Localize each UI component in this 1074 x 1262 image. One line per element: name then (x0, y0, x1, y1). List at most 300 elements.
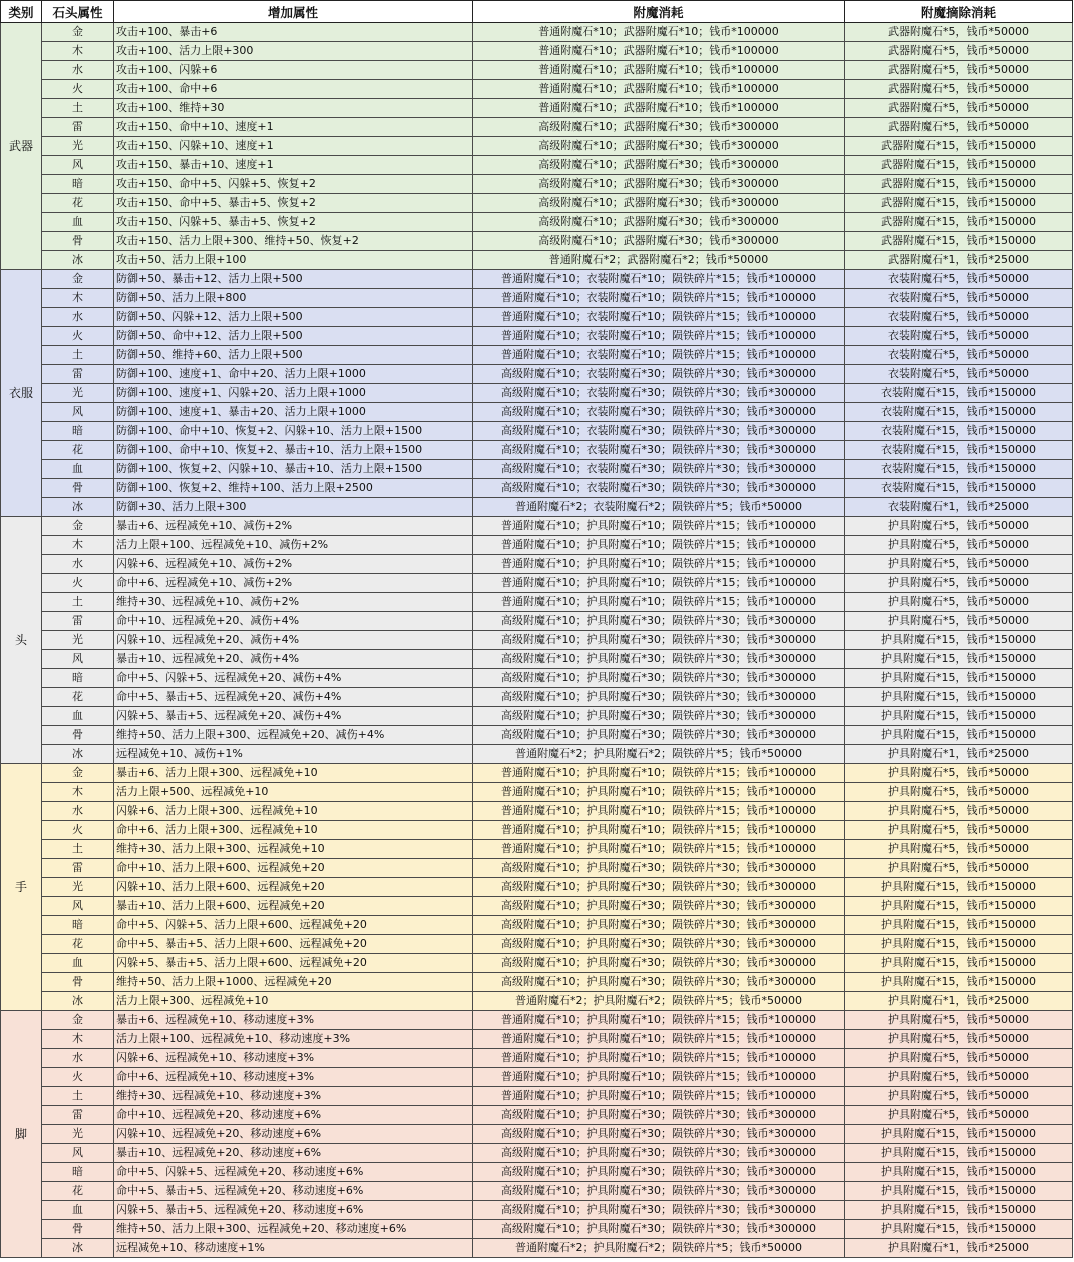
cost-cell: 高级附魔石*10；护具附魔石*30；陨铁碎片*30；钱币*300000 (473, 688, 845, 707)
rem-cell: 护具附魔石*15，钱币*150000 (845, 1125, 1073, 1144)
stone-cell: 风 (42, 403, 114, 422)
stone-cell: 木 (42, 536, 114, 555)
header-stone: 石头属性 (42, 1, 114, 23)
stone-cell: 雷 (42, 365, 114, 384)
table-row (1, 213, 1073, 232)
attr-cell: 暴击+10、远程减免+20、减伤+4% (114, 650, 473, 669)
table-row (1, 954, 1073, 973)
attr-cell: 攻击+150、命中+5、闪躲+5、恢复+2 (114, 175, 473, 194)
cost-cell: 高级附魔石*10；武器附魔石*30；钱币*300000 (473, 118, 845, 137)
category-cell: 衣服 (1, 270, 42, 517)
stone-cell: 暗 (42, 422, 114, 441)
attr-cell: 防御+50、维持+60、活力上限+500 (114, 346, 473, 365)
stone-cell: 光 (42, 1125, 114, 1144)
stone-cell: 土 (42, 99, 114, 118)
attr-cell: 闪躲+10、活力上限+600、远程减免+20 (114, 878, 473, 897)
cost-cell: 普通附魔石*10；护具附魔石*10；陨铁碎片*15；钱币*100000 (473, 1030, 845, 1049)
table-row (1, 80, 1073, 99)
rem-cell: 护具附魔石*5，钱币*50000 (845, 1106, 1073, 1125)
header-row (1, 1, 1073, 23)
attr-cell: 攻击+100、维持+30 (114, 99, 473, 118)
stone-cell: 金 (42, 1011, 114, 1030)
cost-cell: 高级附魔石*10；护具附魔石*30；陨铁碎片*30；钱币*300000 (473, 1220, 845, 1239)
attr-cell: 攻击+150、活力上限+300、维持+50、恢复+2 (114, 232, 473, 251)
category-cell: 手 (1, 764, 42, 1011)
table-row (1, 783, 1073, 802)
rem-cell: 护具附魔石*15，钱币*150000 (845, 1144, 1073, 1163)
attr-cell: 攻击+100、暴击+6 (114, 23, 473, 42)
attr-cell: 防御+50、命中+12、活力上限+500 (114, 327, 473, 346)
rem-cell: 护具附魔石*5，钱币*50000 (845, 783, 1073, 802)
cost-cell: 高级附魔石*10；护具附魔石*30；陨铁碎片*30；钱币*300000 (473, 973, 845, 992)
cost-cell: 普通附魔石*2；护具附魔石*2；陨铁碎片*5；钱币*50000 (473, 992, 845, 1011)
rem-cell: 护具附魔石*5，钱币*50000 (845, 1087, 1073, 1106)
stone-cell: 暗 (42, 916, 114, 935)
attr-cell: 闪躲+6、活力上限+300、远程减免+10 (114, 802, 473, 821)
stone-cell: 血 (42, 460, 114, 479)
rem-cell: 护具附魔石*15，钱币*150000 (845, 954, 1073, 973)
rem-cell: 武器附魔石*5，钱币*50000 (845, 80, 1073, 99)
attr-cell: 防御+50、活力上限+800 (114, 289, 473, 308)
cost-cell: 普通附魔石*10；衣装附魔石*10；陨铁碎片*15；钱币*100000 (473, 270, 845, 289)
stone-cell: 血 (42, 707, 114, 726)
table-row (1, 973, 1073, 992)
table-row (1, 1087, 1073, 1106)
rem-cell: 护具附魔石*5，钱币*50000 (845, 802, 1073, 821)
table-row (1, 498, 1073, 517)
table-row (1, 612, 1073, 631)
cost-cell: 普通附魔石*10；护具附魔石*10；陨铁碎片*15；钱币*100000 (473, 764, 845, 783)
stone-cell: 冰 (42, 992, 114, 1011)
table-row (1, 156, 1073, 175)
attr-cell: 暴击+10、远程减免+20、移动速度+6% (114, 1144, 473, 1163)
cost-cell: 高级附魔石*10；护具附魔石*30；陨铁碎片*30；钱币*300000 (473, 631, 845, 650)
header-remove: 附魔摘除消耗 (845, 1, 1073, 23)
table-row (1, 384, 1073, 403)
stone-cell: 光 (42, 137, 114, 156)
attr-cell: 闪躲+6、远程减免+10、移动速度+3% (114, 1049, 473, 1068)
table-row (1, 821, 1073, 840)
table-row (1, 1239, 1073, 1258)
attr-cell: 防御+30、活力上限+300 (114, 498, 473, 517)
stone-cell: 花 (42, 1182, 114, 1201)
table-row (1, 137, 1073, 156)
stone-cell: 土 (42, 1087, 114, 1106)
rem-cell: 衣装附魔石*5，钱币*50000 (845, 289, 1073, 308)
table-row (1, 1144, 1073, 1163)
rem-cell: 衣装附魔石*5，钱币*50000 (845, 365, 1073, 384)
category-cell: 武器 (1, 23, 42, 270)
rem-cell: 护具附魔石*5，钱币*50000 (845, 593, 1073, 612)
stone-cell: 火 (42, 80, 114, 99)
table-row (1, 916, 1073, 935)
cost-cell: 普通附魔石*2；武器附魔石*2；钱币*50000 (473, 251, 845, 270)
cost-cell: 普通附魔石*10；护具附魔石*10；陨铁碎片*15；钱币*100000 (473, 517, 845, 536)
table-row (1, 764, 1073, 783)
cost-cell: 普通附魔石*10；护具附魔石*10；陨铁碎片*15；钱币*100000 (473, 536, 845, 555)
attr-cell: 闪躲+5、暴击+5、远程减免+20、移动速度+6% (114, 1201, 473, 1220)
stone-cell: 金 (42, 270, 114, 289)
stone-cell: 花 (42, 935, 114, 954)
attr-cell: 攻击+150、暴击+10、速度+1 (114, 156, 473, 175)
rem-cell: 武器附魔石*1，钱币*25000 (845, 251, 1073, 270)
table-row (1, 935, 1073, 954)
stone-cell: 水 (42, 555, 114, 574)
attr-cell: 命中+6、远程减免+10、移动速度+3% (114, 1068, 473, 1087)
table-row (1, 1106, 1073, 1125)
stone-cell: 金 (42, 517, 114, 536)
stone-cell: 火 (42, 1068, 114, 1087)
attr-cell: 闪躲+6、远程减免+10、减伤+2% (114, 555, 473, 574)
table-row (1, 232, 1073, 251)
stone-cell: 土 (42, 840, 114, 859)
cost-cell: 普通附魔石*10；武器附魔石*10；钱币*100000 (473, 42, 845, 61)
cost-cell: 高级附魔石*10；护具附魔石*30；陨铁碎片*30；钱币*300000 (473, 897, 845, 916)
attr-cell: 命中+5、暴击+5、远程减免+20、减伤+4% (114, 688, 473, 707)
rem-cell: 护具附魔石*5，钱币*50000 (845, 1030, 1073, 1049)
table-row (1, 1011, 1073, 1030)
rem-cell: 衣装附魔石*5，钱币*50000 (845, 327, 1073, 346)
rem-cell: 护具附魔石*15，钱币*150000 (845, 631, 1073, 650)
cost-cell: 普通附魔石*2；护具附魔石*2；陨铁碎片*5；钱币*50000 (473, 1239, 845, 1258)
rem-cell: 护具附魔石*5，钱币*50000 (845, 555, 1073, 574)
stone-cell: 金 (42, 764, 114, 783)
table-row (1, 536, 1073, 555)
table-row (1, 840, 1073, 859)
cost-cell: 普通附魔石*10；护具附魔石*10；陨铁碎片*15；钱币*100000 (473, 1011, 845, 1030)
rem-cell: 护具附魔石*15，钱币*150000 (845, 935, 1073, 954)
attr-cell: 攻击+150、闪躲+5、暴击+5、恢复+2 (114, 213, 473, 232)
rem-cell: 护具附魔石*15，钱币*150000 (845, 1182, 1073, 1201)
stone-cell: 冰 (42, 1239, 114, 1258)
attr-cell: 闪躲+5、暴击+5、活力上限+600、远程减免+20 (114, 954, 473, 973)
cost-cell: 普通附魔石*10；武器附魔石*10；钱币*100000 (473, 80, 845, 99)
stone-cell: 暗 (42, 175, 114, 194)
cost-cell: 普通附魔石*2；衣装附魔石*2；陨铁碎片*5；钱币*50000 (473, 498, 845, 517)
rem-cell: 护具附魔石*5，钱币*50000 (845, 536, 1073, 555)
rem-cell: 武器附魔石*15，钱币*150000 (845, 194, 1073, 213)
rem-cell: 护具附魔石*15，钱币*150000 (845, 1220, 1073, 1239)
attr-cell: 防御+100、命中+10、恢复+2、暴击+10、活力上限+1500 (114, 441, 473, 460)
rem-cell: 护具附魔石*5，钱币*50000 (845, 1049, 1073, 1068)
rem-cell: 衣装附魔石*15，钱币*150000 (845, 441, 1073, 460)
attr-cell: 命中+10、远程减免+20、移动速度+6% (114, 1106, 473, 1125)
cost-cell: 普通附魔石*10；护具附魔石*10；陨铁碎片*15；钱币*100000 (473, 593, 845, 612)
table-row (1, 1030, 1073, 1049)
table-row (1, 745, 1073, 764)
attr-cell: 闪躲+5、暴击+5、远程减免+20、减伤+4% (114, 707, 473, 726)
stone-cell: 冰 (42, 251, 114, 270)
stone-cell: 骨 (42, 232, 114, 251)
stone-cell: 雷 (42, 612, 114, 631)
table-row (1, 308, 1073, 327)
rem-cell: 衣装附魔石*15，钱币*150000 (845, 403, 1073, 422)
table-row (1, 1201, 1073, 1220)
stone-cell: 骨 (42, 479, 114, 498)
rem-cell: 衣装附魔石*1，钱币*25000 (845, 498, 1073, 517)
attr-cell: 远程减免+10、减伤+1% (114, 745, 473, 764)
attr-cell: 维持+30、远程减免+10、减伤+2% (114, 593, 473, 612)
rem-cell: 护具附魔石*1，钱币*25000 (845, 992, 1073, 1011)
table-row (1, 289, 1073, 308)
cost-cell: 高级附魔石*10；衣装附魔石*30；陨铁碎片*30；钱币*300000 (473, 479, 845, 498)
table-row (1, 270, 1073, 289)
attr-cell: 维持+30、远程减免+10、移动速度+3% (114, 1087, 473, 1106)
cost-cell: 高级附魔石*10；护具附魔石*30；陨铁碎片*30；钱币*300000 (473, 669, 845, 688)
cost-cell: 高级附魔石*10；护具附魔石*30；陨铁碎片*30；钱币*300000 (473, 612, 845, 631)
table-row (1, 327, 1073, 346)
attr-cell: 命中+10、远程减免+20、减伤+4% (114, 612, 473, 631)
rem-cell: 衣装附魔石*5，钱币*50000 (845, 308, 1073, 327)
rem-cell: 护具附魔石*15，钱币*150000 (845, 1163, 1073, 1182)
rem-cell: 护具附魔石*15，钱币*150000 (845, 1201, 1073, 1220)
rem-cell: 护具附魔石*1，钱币*25000 (845, 1239, 1073, 1258)
rem-cell: 护具附魔石*15，钱币*150000 (845, 688, 1073, 707)
stone-cell: 血 (42, 213, 114, 232)
cost-cell: 高级附魔石*10；护具附魔石*30；陨铁碎片*30；钱币*300000 (473, 1144, 845, 1163)
stone-cell: 光 (42, 631, 114, 650)
rem-cell: 护具附魔石*15，钱币*150000 (845, 669, 1073, 688)
cost-cell: 高级附魔石*10；衣装附魔石*30；陨铁碎片*30；钱币*300000 (473, 403, 845, 422)
attr-cell: 闪躲+10、远程减免+20、减伤+4% (114, 631, 473, 650)
table-row (1, 403, 1073, 422)
cost-cell: 普通附魔石*10；武器附魔石*10；钱币*100000 (473, 99, 845, 118)
stone-cell: 雷 (42, 1106, 114, 1125)
cost-cell: 普通附魔石*10；武器附魔石*10；钱币*100000 (473, 23, 845, 42)
cost-cell: 普通附魔石*10；衣装附魔石*10；陨铁碎片*15；钱币*100000 (473, 327, 845, 346)
cost-cell: 普通附魔石*10；武器附魔石*10；钱币*100000 (473, 61, 845, 80)
rem-cell: 护具附魔石*15，钱币*150000 (845, 726, 1073, 745)
stone-cell: 水 (42, 308, 114, 327)
cost-cell: 普通附魔石*10；护具附魔石*10；陨铁碎片*15；钱币*100000 (473, 840, 845, 859)
attr-cell: 防御+100、恢复+2、维持+100、活力上限+2500 (114, 479, 473, 498)
attr-cell: 防御+100、速度+1、暴击+20、活力上限+1000 (114, 403, 473, 422)
rem-cell: 护具附魔石*5，钱币*50000 (845, 859, 1073, 878)
rem-cell: 武器附魔石*15，钱币*150000 (845, 232, 1073, 251)
attr-cell: 攻击+150、命中+10、速度+1 (114, 118, 473, 137)
stone-cell: 暗 (42, 669, 114, 688)
attr-cell: 远程减免+10、移动速度+1% (114, 1239, 473, 1258)
attr-cell: 命中+5、闪躲+5、活力上限+600、远程减免+20 (114, 916, 473, 935)
rem-cell: 护具附魔石*5，钱币*50000 (845, 821, 1073, 840)
cost-cell: 普通附魔石*10；护具附魔石*10；陨铁碎片*15；钱币*100000 (473, 1049, 845, 1068)
stone-cell: 风 (42, 650, 114, 669)
cost-cell: 普通附魔石*10；衣装附魔石*10；陨铁碎片*15；钱币*100000 (473, 346, 845, 365)
stone-cell: 暗 (42, 1163, 114, 1182)
attr-cell: 暴击+6、远程减免+10、移动速度+3% (114, 1011, 473, 1030)
stone-cell: 骨 (42, 726, 114, 745)
table-row (1, 175, 1073, 194)
rem-cell: 护具附魔石*15，钱币*150000 (845, 878, 1073, 897)
table-row (1, 726, 1073, 745)
stone-cell: 土 (42, 346, 114, 365)
cost-cell: 高级附魔石*10；武器附魔石*30；钱币*300000 (473, 194, 845, 213)
stone-cell: 冰 (42, 498, 114, 517)
stone-cell: 火 (42, 327, 114, 346)
attr-cell: 维持+30、活力上限+300、远程减免+10 (114, 840, 473, 859)
rem-cell: 护具附魔石*15，钱币*150000 (845, 916, 1073, 935)
table-row (1, 346, 1073, 365)
table-row (1, 555, 1073, 574)
table-row (1, 878, 1073, 897)
stone-cell: 木 (42, 1030, 114, 1049)
stone-cell: 冰 (42, 745, 114, 764)
table-row (1, 99, 1073, 118)
stone-cell: 木 (42, 289, 114, 308)
rem-cell: 护具附魔石*5，钱币*50000 (845, 1011, 1073, 1030)
stone-cell: 血 (42, 1201, 114, 1220)
rem-cell: 护具附魔石*5，钱币*50000 (845, 840, 1073, 859)
attr-cell: 命中+5、暴击+5、远程减免+20、移动速度+6% (114, 1182, 473, 1201)
stone-cell: 木 (42, 783, 114, 802)
rem-cell: 护具附魔石*5，钱币*50000 (845, 612, 1073, 631)
attr-cell: 攻击+50、活力上限+100 (114, 251, 473, 270)
cost-cell: 高级附魔石*10；武器附魔石*30；钱币*300000 (473, 232, 845, 251)
cost-cell: 高级附魔石*10；护具附魔石*30；陨铁碎片*30；钱币*300000 (473, 650, 845, 669)
stone-cell: 土 (42, 593, 114, 612)
cost-cell: 普通附魔石*10；衣装附魔石*10；陨铁碎片*15；钱币*100000 (473, 289, 845, 308)
stone-cell: 花 (42, 688, 114, 707)
cost-cell: 高级附魔石*10；衣装附魔石*30；陨铁碎片*30；钱币*300000 (473, 422, 845, 441)
rem-cell: 武器附魔石*15，钱币*150000 (845, 213, 1073, 232)
rem-cell: 武器附魔石*15，钱币*150000 (845, 175, 1073, 194)
stone-cell: 火 (42, 821, 114, 840)
attr-cell: 暴击+6、远程减免+10、减伤+2% (114, 517, 473, 536)
rem-cell: 护具附魔石*15，钱币*150000 (845, 973, 1073, 992)
rem-cell: 护具附魔石*15，钱币*150000 (845, 897, 1073, 916)
attr-cell: 闪躲+10、远程减免+20、移动速度+6% (114, 1125, 473, 1144)
cost-cell: 高级附魔石*10；护具附魔石*30；陨铁碎片*30；钱币*300000 (473, 859, 845, 878)
attr-cell: 攻击+150、命中+5、暴击+5、恢复+2 (114, 194, 473, 213)
attr-cell: 暴击+10、活力上限+600、远程减免+20 (114, 897, 473, 916)
stone-cell: 血 (42, 954, 114, 973)
stone-cell: 水 (42, 802, 114, 821)
cost-cell: 高级附魔石*10；衣装附魔石*30；陨铁碎片*30；钱币*300000 (473, 460, 845, 479)
table-row (1, 1049, 1073, 1068)
rem-cell: 武器附魔石*5，钱币*50000 (845, 118, 1073, 137)
rem-cell: 护具附魔石*1，钱币*25000 (845, 745, 1073, 764)
table-row (1, 42, 1073, 61)
attr-cell: 命中+5、闪躲+5、远程减免+20、减伤+4% (114, 669, 473, 688)
stone-cell: 光 (42, 878, 114, 897)
table-row (1, 479, 1073, 498)
rem-cell: 衣装附魔石*5，钱币*50000 (845, 270, 1073, 289)
stone-cell: 光 (42, 384, 114, 403)
table-row (1, 992, 1073, 1011)
cost-cell: 普通附魔石*10；护具附魔石*10；陨铁碎片*15；钱币*100000 (473, 555, 845, 574)
header-attr: 增加属性 (114, 1, 473, 23)
cost-cell: 高级附魔石*10；武器附魔石*30；钱币*300000 (473, 213, 845, 232)
rem-cell: 武器附魔石*5，钱币*50000 (845, 23, 1073, 42)
cost-cell: 高级附魔石*10；护具附魔石*30；陨铁碎片*30；钱币*300000 (473, 1182, 845, 1201)
attr-cell: 防御+50、暴击+12、活力上限+500 (114, 270, 473, 289)
cost-cell: 高级附魔石*10；武器附魔石*30；钱币*300000 (473, 175, 845, 194)
table-row (1, 1125, 1073, 1144)
category-cell: 脚 (1, 1011, 42, 1258)
rem-cell: 护具附魔石*15，钱币*150000 (845, 650, 1073, 669)
cost-cell: 普通附魔石*2；护具附魔石*2；陨铁碎片*5；钱币*50000 (473, 745, 845, 764)
cost-cell: 高级附魔石*10；护具附魔石*30；陨铁碎片*30；钱币*300000 (473, 1106, 845, 1125)
attr-cell: 维持+50、活力上限+1000、远程减免+20 (114, 973, 473, 992)
stone-cell: 风 (42, 1144, 114, 1163)
table-row (1, 194, 1073, 213)
table-row (1, 859, 1073, 878)
cost-cell: 普通附魔石*10；护具附魔石*10；陨铁碎片*15；钱币*100000 (473, 821, 845, 840)
cost-cell: 高级附魔石*10；衣装附魔石*30；陨铁碎片*30；钱币*300000 (473, 365, 845, 384)
rem-cell: 武器附魔石*15，钱币*150000 (845, 156, 1073, 175)
stone-cell: 骨 (42, 973, 114, 992)
table-row (1, 61, 1073, 80)
cost-cell: 高级附魔石*10；武器附魔石*30；钱币*300000 (473, 137, 845, 156)
stone-cell: 雷 (42, 859, 114, 878)
stone-cell: 骨 (42, 1220, 114, 1239)
table-row (1, 1068, 1073, 1087)
rem-cell: 武器附魔石*15，钱币*150000 (845, 137, 1073, 156)
table-row (1, 650, 1073, 669)
attr-cell: 攻击+100、活力上限+300 (114, 42, 473, 61)
attr-cell: 命中+5、闪躲+5、远程减免+20、移动速度+6% (114, 1163, 473, 1182)
table-row (1, 441, 1073, 460)
table-row (1, 897, 1073, 916)
attr-cell: 防御+50、闪躲+12、活力上限+500 (114, 308, 473, 327)
table-body (1, 23, 1073, 1258)
cost-cell: 高级附魔石*10；护具附魔石*30；陨铁碎片*30；钱币*300000 (473, 707, 845, 726)
table-row (1, 1163, 1073, 1182)
attr-cell: 防御+100、速度+1、命中+20、活力上限+1000 (114, 365, 473, 384)
cost-cell: 普通附魔石*10；护具附魔石*10；陨铁碎片*15；钱币*100000 (473, 783, 845, 802)
table-row (1, 422, 1073, 441)
attr-cell: 维持+50、活力上限+300、远程减免+20、减伤+4% (114, 726, 473, 745)
cost-cell: 高级附魔石*10；武器附魔石*30；钱币*300000 (473, 156, 845, 175)
rem-cell: 衣装附魔石*15，钱币*150000 (845, 460, 1073, 479)
attr-cell: 维持+50、活力上限+300、远程减免+20、移动速度+6% (114, 1220, 473, 1239)
rem-cell: 护具附魔石*5，钱币*50000 (845, 574, 1073, 593)
cost-cell: 普通附魔石*10；护具附魔石*10；陨铁碎片*15；钱币*100000 (473, 802, 845, 821)
table-row (1, 688, 1073, 707)
stone-cell: 木 (42, 42, 114, 61)
stone-cell: 花 (42, 441, 114, 460)
attr-cell: 活力上限+500、远程减免+10 (114, 783, 473, 802)
cost-cell: 高级附魔石*10；护具附魔石*30；陨铁碎片*30；钱币*300000 (473, 878, 845, 897)
stone-cell: 花 (42, 194, 114, 213)
attr-cell: 防御+100、速度+1、闪躲+20、活力上限+1000 (114, 384, 473, 403)
attr-cell: 攻击+100、命中+6 (114, 80, 473, 99)
table-row (1, 251, 1073, 270)
attr-cell: 防御+100、恢复+2、闪躲+10、暴击+10、活力上限+1500 (114, 460, 473, 479)
cost-cell: 高级附魔石*10；衣装附魔石*30；陨铁碎片*30；钱币*300000 (473, 384, 845, 403)
category-cell: 头 (1, 517, 42, 764)
table-row (1, 593, 1073, 612)
attr-cell: 命中+10、活力上限+600、远程减免+20 (114, 859, 473, 878)
attr-cell: 暴击+6、活力上限+300、远程减免+10 (114, 764, 473, 783)
cost-cell: 高级附魔石*10；护具附魔石*30；陨铁碎片*30；钱币*300000 (473, 1201, 845, 1220)
attr-cell: 攻击+150、闪躲+10、速度+1 (114, 137, 473, 156)
cost-cell: 普通附魔石*10；护具附魔石*10；陨铁碎片*15；钱币*100000 (473, 574, 845, 593)
header-category: 类别 (1, 1, 42, 23)
cost-cell: 高级附魔石*10；护具附魔石*30；陨铁碎片*30；钱币*300000 (473, 916, 845, 935)
cost-cell: 高级附魔石*10；衣装附魔石*30；陨铁碎片*30；钱币*300000 (473, 441, 845, 460)
rem-cell: 武器附魔石*5，钱币*50000 (845, 42, 1073, 61)
rem-cell: 衣装附魔石*15，钱币*150000 (845, 422, 1073, 441)
attr-cell: 活力上限+100、远程减免+10、移动速度+3% (114, 1030, 473, 1049)
table-row (1, 118, 1073, 137)
cost-cell: 高级附魔石*10；护具附魔石*30；陨铁碎片*30；钱币*300000 (473, 726, 845, 745)
attr-cell: 活力上限+100、远程减免+10、减伤+2% (114, 536, 473, 555)
table-row (1, 460, 1073, 479)
rem-cell: 护具附魔石*15，钱币*150000 (845, 707, 1073, 726)
stone-cell: 水 (42, 1049, 114, 1068)
table-row (1, 707, 1073, 726)
